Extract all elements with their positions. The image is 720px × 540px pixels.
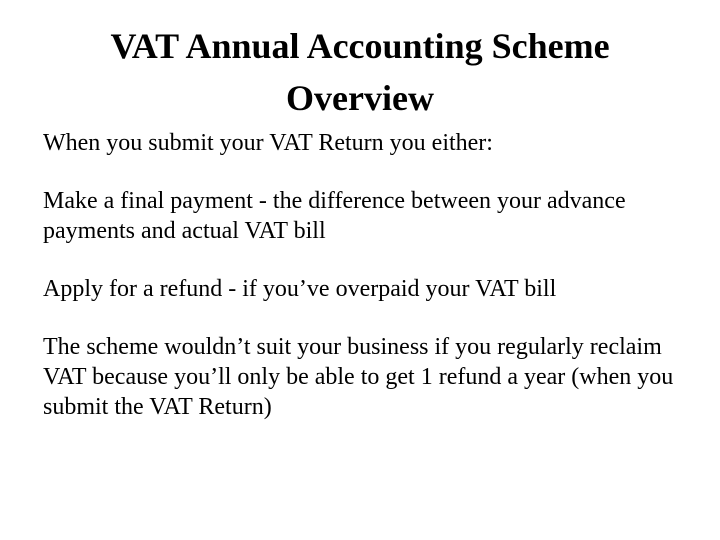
refund-paragraph: Apply for a refund - if you’ve overpaid your VAT bill xyxy=(43,276,557,302)
slide-title-line-1: VAT Annual Accounting Scheme xyxy=(110,26,610,66)
slide-title-line-2: Overview xyxy=(286,78,434,118)
intro-paragraph: When you submit your VAT Return you either: xyxy=(43,130,493,156)
slide-body xyxy=(43,128,693,422)
slide-title xyxy=(40,20,680,124)
scheme-suitability-paragraph: The scheme wouldn’t suit your business if you regularly reclaim VAT because you’ll only be able to get 1 refund a year (when you submit the VAT Return) xyxy=(43,334,674,420)
final-payment-paragraph: Make a final payment - the difference between your advance payments and actual VAT bill xyxy=(43,188,626,244)
